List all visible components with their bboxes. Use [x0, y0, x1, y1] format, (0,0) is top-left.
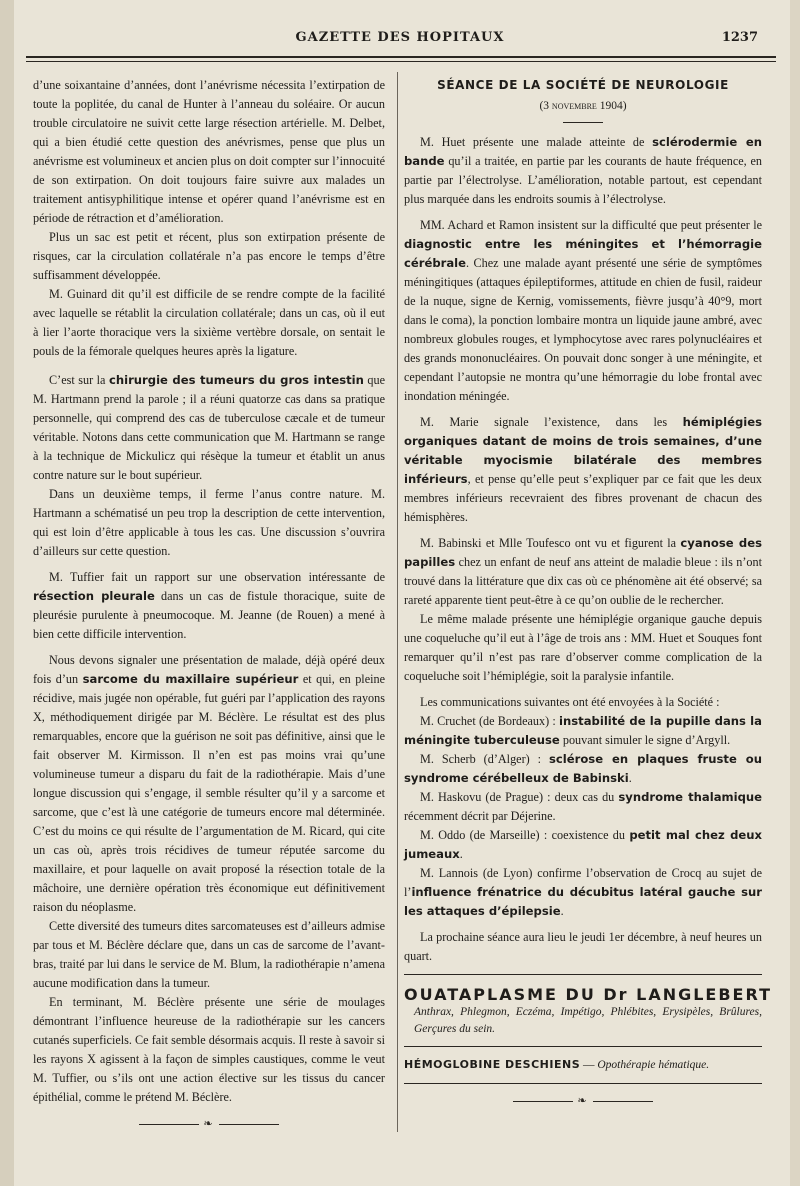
- topic-heading: petit mal chez deux jumeaux: [404, 828, 763, 861]
- section-title: SÉANCE DE LA SOCIÉTÉ DE NEUROLOGIE: [437, 78, 729, 92]
- paragraph: En terminant, M. Béclère présente une série de moulages démontrant l’influence heureuse de la radiothérapie sur les cancers cutanés superficiels. Ce fait semble désormais acquis. Il reste à savoir si les rayons X agissent à la façon de simples caustiques, comme le veut M. Tuffier, ou s’ils ont une action élective sur les tissus du cancer épithélial, comme le prétend M. Béclère.: [33, 995, 385, 1104]
- paragraph-achard: MM. Achard et Ramon insistent sur la difficulté que peut présenter le diagnostic entre les méningites et l’hémorragie cérébrale. Chez une malade ayant présenté une série de symptômes méningitiques (attaques épileptiformes, attitude en chien de fusil, raideur de la nuque, signe de Kernig, vomissements, fièvre jusqu’à 40°9, mort dans le coma), la ponction lombaire montra un liquide jaune ambré, avec nombreux globules rouges, et lymphocytose avec rares polynucléaires et des grands mononucléaires. On pouvait donc songer à une méningite, et cependant l’autopsie ne montra qu’une hémorragie du lobe frontal avec inondation méningée.: [404, 218, 762, 403]
- right-column: [404, 76, 772, 1111]
- paragraph-scherb: M. Scherb (d’Alger) : sclérose en plaques fruste ou syndrome cérébelleux de Babinski.: [404, 752, 762, 785]
- paragraph-intestine: C’est sur la chirurgie des tumeurs du gros intestin que M. Hartmann prend la parole ; il a réuni quatorze cas dans sa pratique personnelle, qui comprend des cas de tuberculose cæcale et de tumeur véritable. Notons dans cette communication que M. Hartmann se range à la technique de Mickulicz qui résèque la tumeur et établit un anus contre nature sur le bout supérieur.: [33, 373, 385, 482]
- topic-heading: résection pleurale: [33, 589, 155, 603]
- paragraph-haskovu: M. Haskovu (de Prague) : deux cas du syndrome thalamique récemment décrit par Déjerine.: [404, 790, 762, 823]
- topic-heading: chirurgie des tumeurs du gros intestin: [108, 373, 364, 387]
- advert-hemoglobine: HÉMOGLOBINE DESCHIENS — Opothérapie hématique.: [404, 1058, 710, 1071]
- advert-rule: [404, 1083, 762, 1084]
- column-divider: [397, 72, 398, 1132]
- paragraph: Cette diversité des tumeurs dites sarcomateuses est d’ailleurs admise par tous et M. Béclère déclare que, dans un cas de sarcome de l’avant-bras, traité par lui dans le service de M. Blum, la radiothérapie n’amena aucune modification dans la tumeur.: [33, 919, 385, 990]
- header-rule: [26, 56, 776, 58]
- paragraph-next-session: La prochaine séance aura lieu le jeudi 1er décembre, à neuf heures un quart.: [404, 930, 762, 963]
- paragraph: d’une soixantaine d’années, dont l’anévrisme nécessita l’extirpation de toute la poplitée, du canal de Hunter à l’anneau du soléaire. Or aucun trouble circulatoire ne suivit cette large résection artérielle. M. Delbet, qui a bien étudié cette question des anévrismes, pense que plus un anévrisme est volumineux et ancien plus on doit compter sur l’innocuité de son extirpation. On doit toujours faire suivre aux malades un traitement antisyphilitique intense et opérer quand l’anévrisme est en période de rétraction et d’amélioration.: [33, 78, 385, 225]
- advert-rule: [404, 974, 762, 975]
- paragraph: M. Guinard dit qu’il est difficile de se rendre compte de la facilité avec laquelle se rétablit la circulation collatérale; dans un cas, où il eut à lier l’aorte thoracique vers la sixième vertèbre dorsale, on sentait le pouls de la fémorale quelques heures après la ligature.: [33, 287, 385, 358]
- advert-rule: [404, 1046, 762, 1047]
- paragraph: Dans un deuxième temps, il ferme l’anus contre nature. M. Hartmann a schématisé un peu trop la description de cette intervention, qui est loin d’être applicable à tous les cas. Une discussion s’ouvrira d’ailleurs sur cette question.: [33, 487, 385, 558]
- page-number: 1237: [721, 30, 758, 45]
- topic-heading: syndrome thalamique: [618, 790, 762, 804]
- paragraph: Les communications suivantes ont été envoyées à la Société :: [420, 695, 720, 709]
- section-rule: [563, 122, 603, 123]
- paragraph-oddo: M. Oddo (de Marseille) : coexistence du petit mal chez deux jumeaux.: [404, 828, 763, 861]
- end-ornament: ❧: [33, 1115, 385, 1134]
- paragraph-babinski: M. Babinski et Mlle Toufesco ont vu et figurent la cyanose des papilles chez un enfant de neuf ans atteint de maladie bleue : ils n’ont trouvé dans la littérature que dix cas où ce phénomène ait été observé; sa rareté apparente tient peut-être à ce qu’on oublie de le rechercher.: [404, 536, 762, 607]
- paragraph-huet: M. Huet présente une malade atteinte de sclérodermie en bande qu’il a traitée, en partie par les courants de haute fréquence, en partie par l’électrolyse. L’amélioration, notable partout, est cependant plus marquée dans les endroits soumis à l’électrolyse.: [404, 135, 762, 206]
- masthead-title: GAZETTE DES HOPITAUX: [295, 30, 505, 45]
- paragraph-pleural: M. Tuffier fait un rapport sur une observation intéressante de résection pleurale dans un cas de fistule thoracique, suite de pleurésie purulente à pneumocoque. M. Jeanne (de Rouen) a mené à bien cette difficile intervention.: [33, 570, 385, 641]
- topic-heading: sclérose en plaques fruste ou syndrome cérébelleux de Babinski: [404, 752, 762, 785]
- topic-heading: hémiplégies organiques datant de moins de trois semaines, d’une véritable myocismie bilatérale des membres inférieurs: [404, 415, 762, 486]
- advert-ouataplasme-indications: Anthrax, Phlegmon, Eczéma, Impétigo, Phlébites, Erysipèles, Brûlures, Gerçures du sein.: [414, 1006, 762, 1035]
- section-date: (3 novembre 1904): [539, 100, 627, 112]
- advert-ouataplasme-title: OUATAPLASME DU Dr LANGLEBERT: [404, 985, 772, 1004]
- topic-heading: influence frénatrice du décubitus latéral gauche sur les attaques d’épilepsie: [404, 885, 762, 918]
- page-binding-edge: [0, 0, 14, 1186]
- topic-heading: sarcome du maxillaire supérieur: [82, 672, 299, 686]
- paragraph-marie: M. Marie signale l’existence, dans les hémiplégies organiques datant de moins de trois semaines, d’une véritable myocismie bilatérale des membres inférieurs, et pense qu’elle peut s’expliquer par ce fait que les deux membres inférieurs recevraient des fibres provenant de chacun des hémisphères.: [404, 415, 762, 524]
- paragraph-sarcoma: Nous devons signaler une présentation de malade, déjà opéré deux fois d’un sarcome du maxillaire supérieur et qui, en pleine récidive, mais jugée non opérable, fut guéri par l’application des rayons X, méthodiquement dirigée par M. Béclère. Le résultat est des plus remarquables, encore que la guérison ne soit pas définitive, ainsi que le fait observer M. Kirmisson. Il n’en est pas moins vrai qu’une volumineuse tumeur a disparu du fait de la radiothérapie. Mais d’une longue discussion qui s’engage, il semble résulter qu’il y a sarcome et sarcome, que c’est là une catégorie de tumeurs encore mal déterminée. C’est du moins ce qui résulte de l’argumentation de M. Ricard, qui cite un cas où, après trois récidives de tumeur réputée sarcome du maxillaire, et pour laquelle on avait proposé la résection totale de la mâchoire, une dernière opération très économique eut définitivement raison du néoplasme.: [33, 653, 385, 914]
- topic-heading: sclérodermie en bande: [404, 135, 762, 168]
- paragraph: Plus un sac est petit et récent, plus son extirpation présente de risques, car la circulation collatérale n’a pas encore le temps d’être suffisamment développée.: [33, 230, 385, 282]
- topic-heading: diagnostic entre les méningites et l’hémorragie cérébrale: [404, 237, 762, 270]
- topic-heading: instabilité de la pupille dans la méningite tuberculeuse: [404, 714, 762, 747]
- left-column: [33, 76, 385, 1134]
- header-rule-thin: [26, 61, 776, 62]
- paragraph-lannois: M. Lannois (de Lyon) confirme l’observation de Crocq au sujet de l’influence frénatrice du décubitus latéral gauche sur les attaques d’épilepsie.: [404, 866, 762, 918]
- paragraph: Le même malade présente une hémiplégie organique gauche depuis une coqueluche qu’il eut à l’âge de trois ans : MM. Huet et Souques font remarquer qu’il n’est pas rare d’observer comme complication de la coqueluche soit l’hémiplégie, soit la paralysie infantile.: [404, 612, 762, 683]
- paragraph-cruchet: M. Cruchet (de Bordeaux) : instabilité de la pupille dans la méningite tuberculeuse pouvant simuler le signe d’Argyll.: [404, 714, 762, 747]
- end-ornament: ❧: [404, 1092, 762, 1111]
- page-right-edge: [790, 0, 800, 1186]
- topic-heading: cyanose des papilles: [404, 536, 762, 569]
